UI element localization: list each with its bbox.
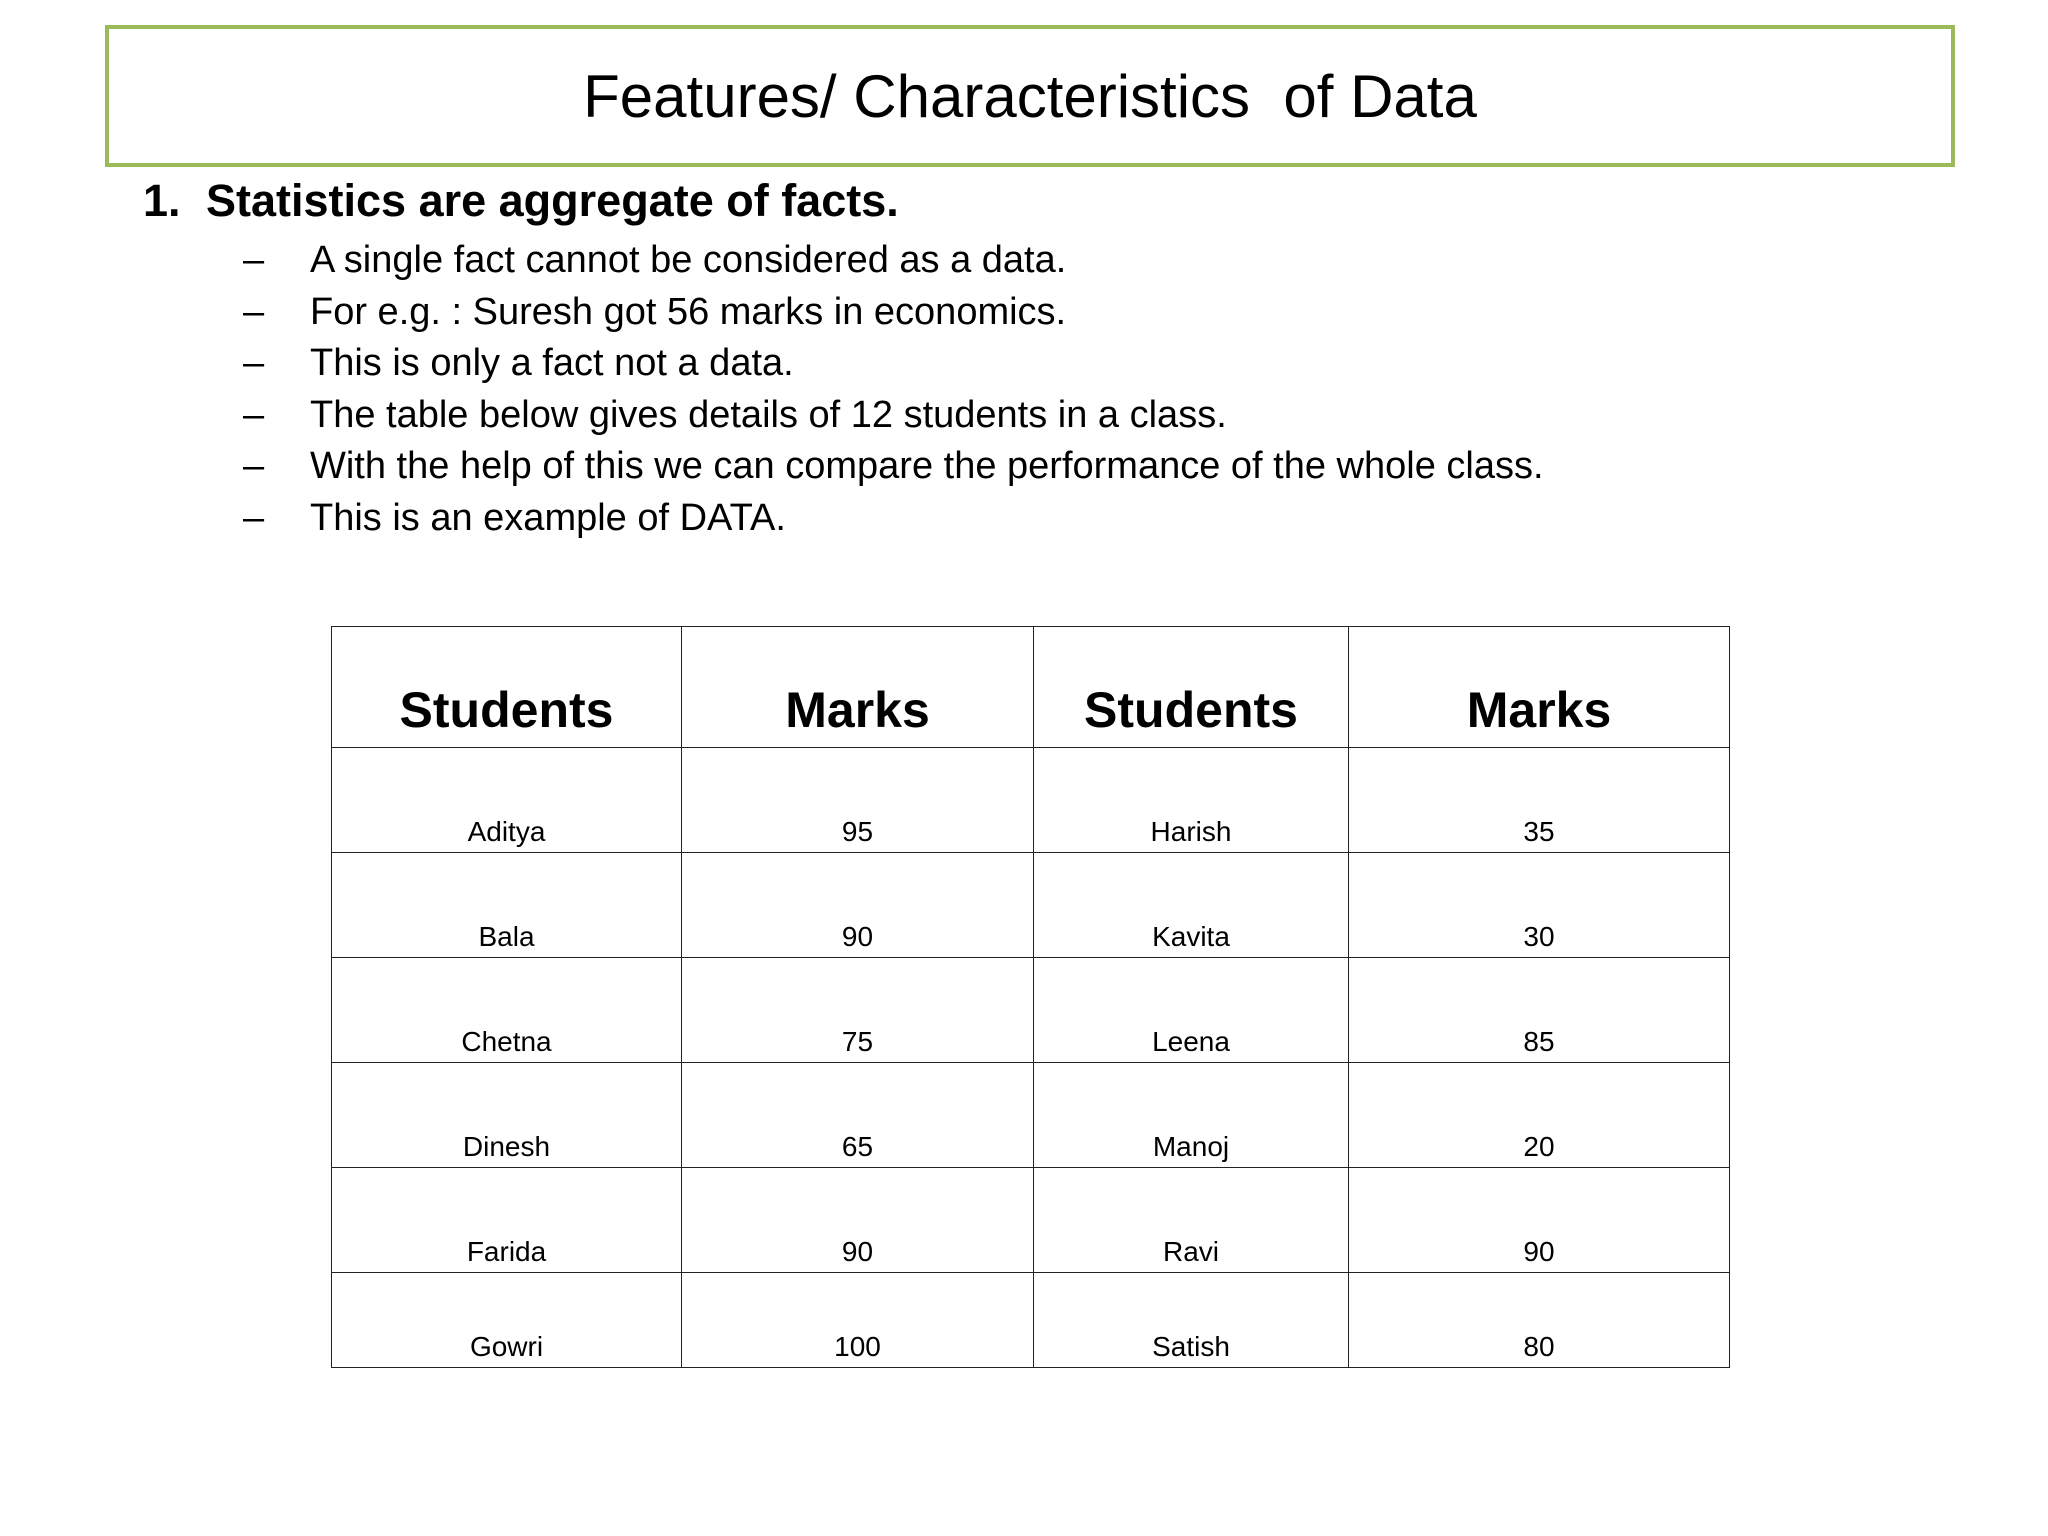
table-row: [332, 1273, 1730, 1368]
bullet-item: [243, 493, 1544, 545]
student-name: Gowri: [332, 1273, 682, 1368]
student-marks: 95: [682, 748, 1034, 853]
table-row: [332, 748, 1730, 853]
slide-title: Features/ Characteristics of Data: [583, 62, 1477, 130]
student-marks: 65: [682, 1063, 1034, 1168]
student-name: Leena: [1034, 958, 1349, 1063]
bullet-list: [243, 235, 1544, 544]
point-heading: [143, 175, 899, 227]
student-marks-table: [331, 626, 1730, 1368]
bullet-item: [243, 287, 1544, 339]
table-header-row: [332, 627, 1730, 748]
bullet-text: The table below gives details of 12 students in a class.: [310, 393, 1227, 436]
student-name: Ravi: [1034, 1168, 1349, 1273]
bullet-dash: –: [243, 239, 265, 281]
student-marks: 100: [682, 1273, 1034, 1368]
student-marks: 90: [682, 853, 1034, 958]
table-row: [332, 958, 1730, 1063]
header-students: Students: [332, 627, 682, 748]
student-name: Chetna: [332, 958, 682, 1063]
bullet-item: [243, 235, 1544, 287]
student-name: Dinesh: [332, 1063, 682, 1168]
bullet-text: This is only a fact not a data.: [310, 342, 794, 384]
table-row: [332, 1168, 1730, 1273]
student-marks: 30: [1349, 853, 1730, 958]
student-name: Farida: [332, 1168, 682, 1273]
header-marks: Marks: [682, 627, 1034, 748]
bullet-dash: –: [243, 342, 265, 384]
student-marks: 20: [1349, 1063, 1730, 1168]
header-students: Students: [1034, 627, 1349, 748]
student-name: Bala: [332, 853, 682, 958]
student-name: Harish: [1034, 748, 1349, 853]
header-marks: Marks: [1349, 627, 1730, 748]
bullet-dash: –: [243, 445, 265, 487]
bullet-text: For e.g. : Suresh got 56 marks in economics.: [310, 290, 1067, 333]
student-name: Aditya: [332, 748, 682, 853]
bullet-item: [243, 441, 1544, 493]
student-name: Satish: [1034, 1273, 1349, 1368]
bullet-dash: –: [243, 496, 265, 539]
bullet-dash: –: [243, 393, 265, 436]
bullet-item: [243, 390, 1544, 442]
table-row: [332, 853, 1730, 958]
slide-title-box: [105, 25, 1955, 167]
student-name: Kavita: [1034, 853, 1349, 958]
student-marks: 85: [1349, 958, 1730, 1063]
student-marks: 90: [682, 1168, 1034, 1273]
point-heading-text: Statistics are aggregate of facts.: [206, 175, 899, 226]
bullet-text: With the help of this we can compare the performance of the whole class.: [310, 445, 1544, 487]
student-marks: 75: [682, 958, 1034, 1063]
student-marks: 90: [1349, 1168, 1730, 1273]
table-row: [332, 1063, 1730, 1168]
point-number: 1.: [143, 175, 181, 226]
student-name: Manoj: [1034, 1063, 1349, 1168]
student-marks: 80: [1349, 1273, 1730, 1368]
student-marks: 35: [1349, 748, 1730, 853]
bullet-dash: –: [243, 290, 265, 333]
bullet-text: A single fact cannot be considered as a data.: [310, 239, 1067, 281]
bullet-text: This is an example of DATA.: [310, 496, 786, 539]
bullet-item: [243, 338, 1544, 390]
